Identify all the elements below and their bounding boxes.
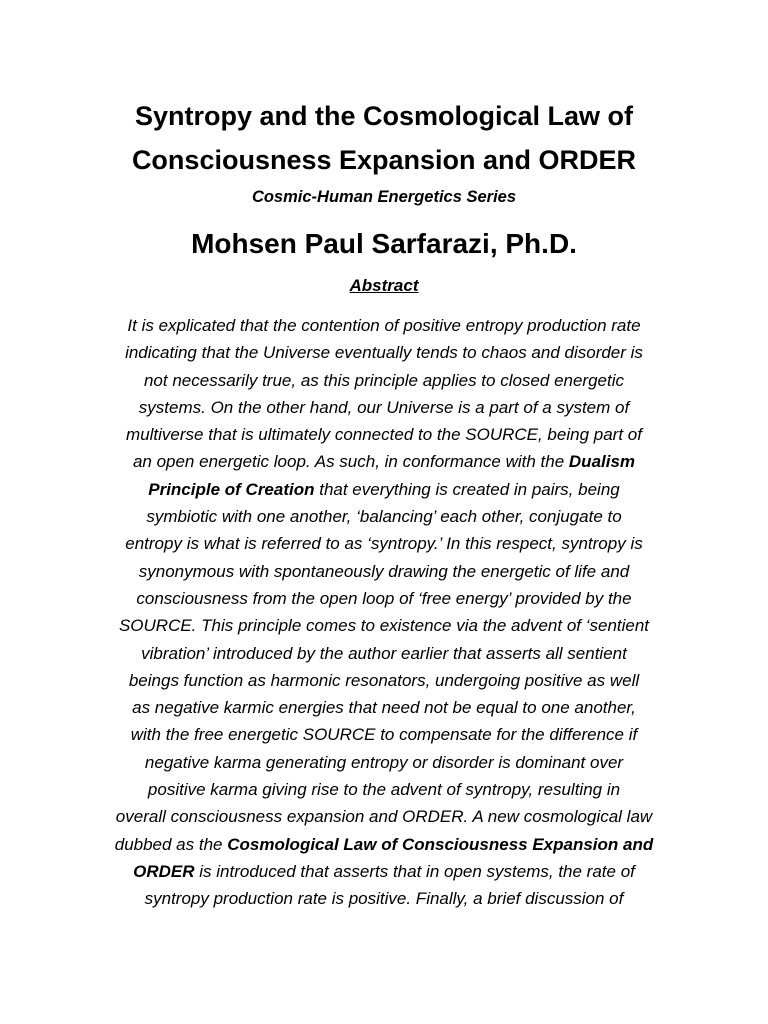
abstract-line [0, 476, 768, 503]
abstract-text: negative karma generating entropy or disorder is dominant over [144, 752, 624, 772]
abstract-bold-term: Cosmological Law of Consciousness Expansion and [227, 834, 654, 854]
abstract-line [0, 503, 768, 530]
paper-title [0, 94, 768, 182]
abstract-line [0, 612, 768, 639]
abstract-line [0, 885, 768, 912]
paper-title-line-2: Consciousness Expansion and ORDER [131, 145, 637, 175]
abstract-line [0, 421, 768, 448]
abstract-text: symbiotic with one another, ‘balancing’ each other, conjugate to [146, 507, 622, 527]
abstract-line [0, 558, 768, 585]
abstract-line [0, 749, 768, 776]
abstract-text: syntropy production rate is positive. Finally, a brief discussion of [144, 889, 624, 909]
abstract-text: systems. On the other hand, our Universe is a part of a system of [138, 397, 630, 417]
abstract-text: indicating that the Universe eventually tends to chaos and disorder is [125, 343, 643, 363]
abstract-text: SOURCE. This principle comes to existence via the advent of ‘sentient [118, 616, 650, 636]
abstract-text: entropy is what is referred to as ‘syntropy.’ In this respect, syntropy is [125, 534, 643, 554]
abstract-heading: Abstract [349, 276, 419, 295]
abstract-line [0, 831, 768, 858]
abstract-text: beings function as harmonic resonators, undergoing positive as well [128, 670, 640, 690]
abstract-bold-term: Dualism [568, 452, 636, 472]
abstract-line [0, 776, 768, 803]
abstract-line [0, 640, 768, 667]
abstract-line [0, 448, 768, 475]
abstract-text: overall consciousness expansion and ORDER. A new cosmological law [115, 807, 653, 827]
abstract-text: an open energetic loop. As such, in conformance with the [132, 452, 569, 472]
abstract-text: multiverse that is ultimately connected to the SOURCE, being part of [126, 425, 642, 445]
abstract-text: with the free energetic SOURCE to compensate for the difference if [130, 725, 638, 745]
abstract-line [0, 530, 768, 557]
paper-title-line-1: Syntropy and the Cosmological Law of [134, 101, 634, 131]
abstract-text: is introduced that asserts that in open systems, the rate of [194, 861, 635, 881]
abstract-line [0, 312, 768, 339]
abstract-line [0, 585, 768, 612]
author-name: Mohsen Paul Sarfarazi, Ph.D. [191, 228, 577, 259]
abstract-line [0, 721, 768, 748]
abstract-text: dubbed as the [114, 834, 228, 854]
abstract-line [0, 339, 768, 366]
abstract-line [0, 394, 768, 421]
abstract-text: synonymous with spontaneously drawing the energetic of life and [138, 561, 630, 581]
abstract-text: vibration’ introduced by the author earlier that asserts all sentient [141, 643, 627, 663]
abstract-text: as negative karmic energies that need not be equal to one another, [132, 698, 636, 718]
series-subtitle: Cosmic-Human Energetics Series [251, 188, 517, 206]
abstract-text: consciousness from the open loop of ‘free energy’ provided by the [136, 588, 632, 608]
abstract-text: positive karma giving rise to the advent of syntropy, resulting in [147, 780, 621, 800]
abstract-line [0, 367, 768, 394]
abstract-line [0, 803, 768, 830]
abstract-text: It is explicated that the contention of positive entropy production rate [127, 316, 641, 335]
abstract-line [0, 858, 768, 885]
abstract-line [0, 694, 768, 721]
abstract-body [0, 312, 768, 913]
abstract-bold-term: Principle of Creation [148, 479, 315, 499]
abstract-text: that everything is created in pairs, being [314, 479, 620, 499]
abstract-text: not necessarily true, as this principle applies to closed energetic [143, 370, 625, 390]
abstract-bold-term: ORDER [133, 861, 195, 881]
abstract-line [0, 667, 768, 694]
